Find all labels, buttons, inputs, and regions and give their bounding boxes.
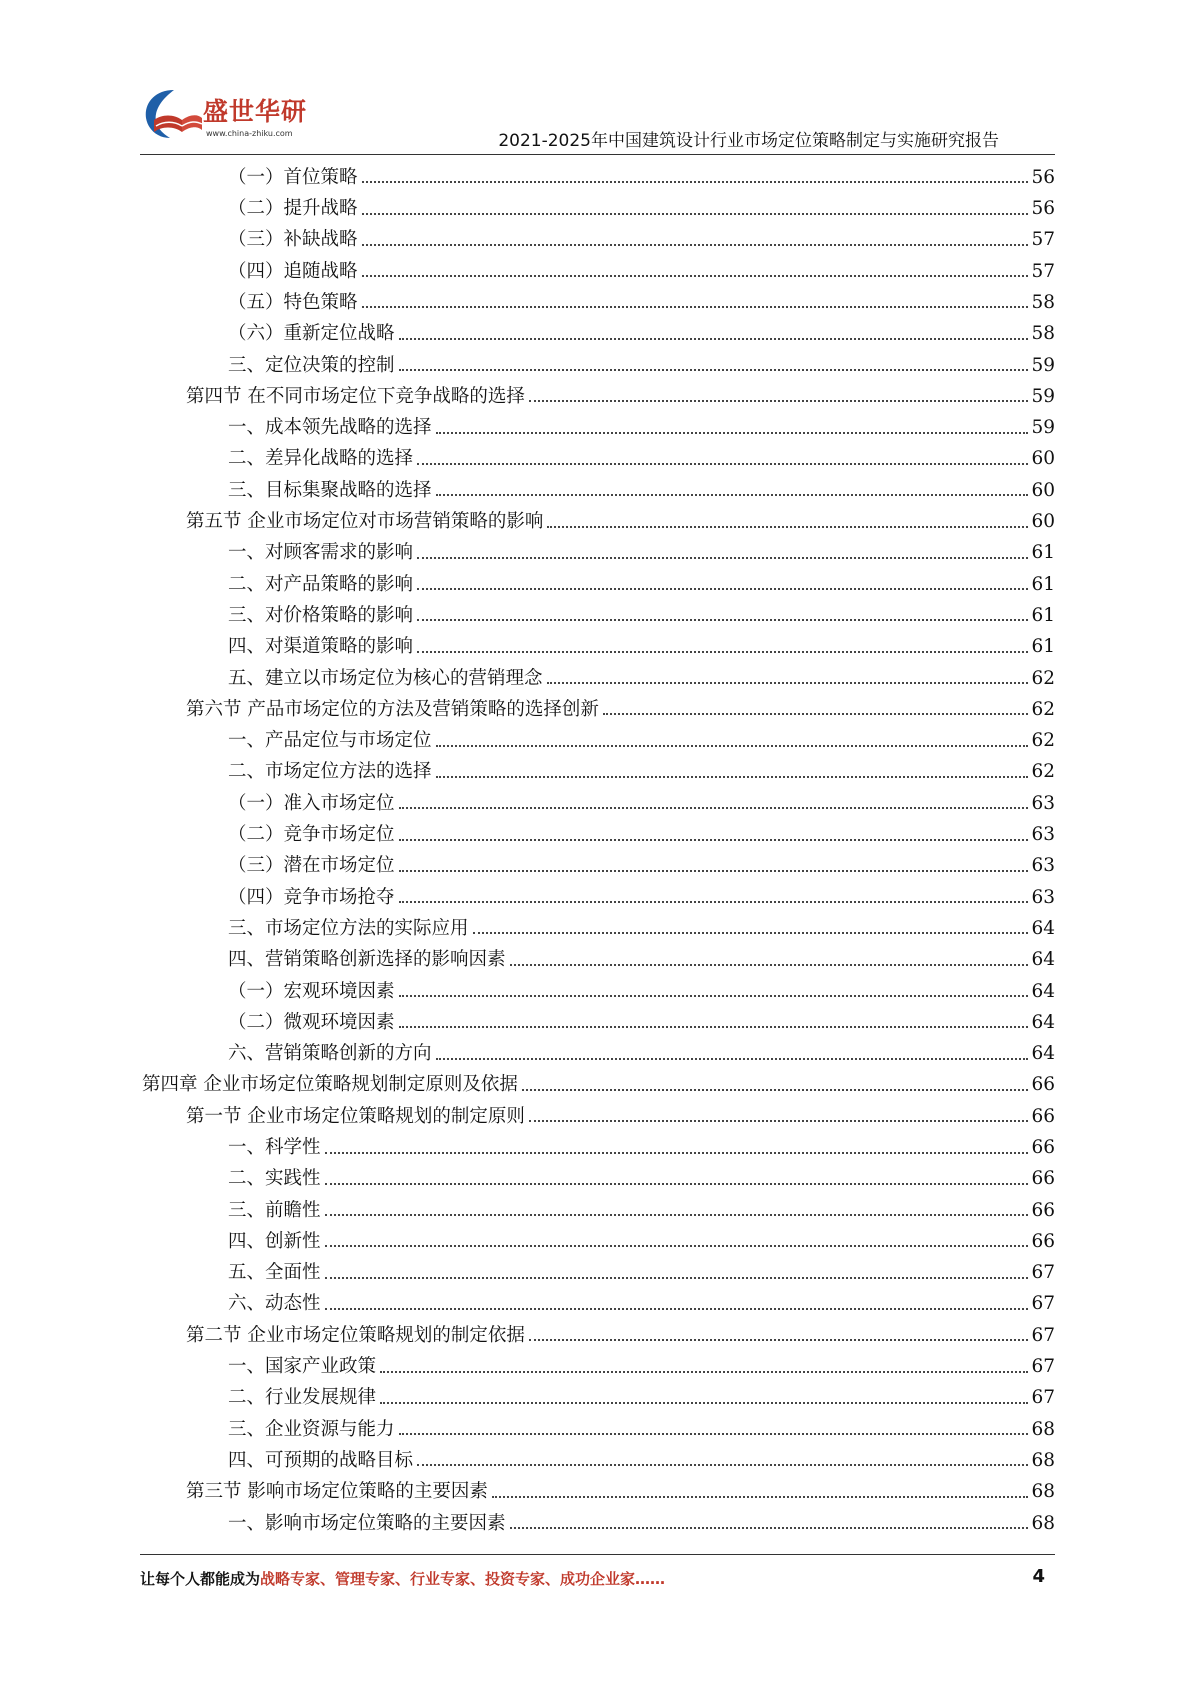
toc-entry[interactable] xyxy=(140,817,1055,848)
toc-entry-page: 59 xyxy=(1031,354,1055,376)
toc-entry-label: （四）竞争市场抢夺 xyxy=(228,886,395,908)
toc-entry[interactable] xyxy=(140,598,1055,629)
toc-entry-page: 67 xyxy=(1031,1324,1055,1346)
toc-entry[interactable] xyxy=(140,786,1055,817)
company-logo xyxy=(140,84,310,144)
toc-leader-dots xyxy=(510,964,1029,966)
toc-entry-page: 66 xyxy=(1031,1168,1055,1190)
toc-entry[interactable] xyxy=(140,410,1055,441)
page-number: 4 xyxy=(1032,1566,1045,1587)
toc-entry[interactable] xyxy=(140,1474,1055,1505)
toc-entry-label: （五）特色策略 xyxy=(228,291,358,313)
toc-entry-label: 第四章 企业市场定位策略规划制定原则及依据 xyxy=(142,1074,518,1096)
toc-leader-dots xyxy=(325,1245,1029,1247)
toc-entry[interactable] xyxy=(140,316,1055,347)
toc-leader-dots xyxy=(436,776,1029,778)
toc-entry[interactable] xyxy=(140,1224,1055,1255)
toc-entry-page: 58 xyxy=(1031,291,1055,313)
toc-entry-page: 61 xyxy=(1031,573,1055,595)
toc-entry-label: 三、市场定位方法的实际应用 xyxy=(228,917,469,939)
toc-entry-label: 一、对顾客需求的影响 xyxy=(228,542,414,564)
toc-leader-dots xyxy=(380,1402,1028,1404)
toc-entry-page: 56 xyxy=(1031,166,1055,188)
toc-leader-dots xyxy=(547,682,1029,684)
toc-entry-page: 57 xyxy=(1031,229,1055,251)
toc-leader-dots xyxy=(399,807,1029,809)
toc-leader-dots xyxy=(380,1371,1028,1373)
logo-url: www.china-zhiku.com xyxy=(206,129,293,138)
page-header xyxy=(140,80,1055,156)
footer-divider xyxy=(140,1554,1055,1555)
toc-entry-page: 61 xyxy=(1031,636,1055,658)
toc-entry-label: 第二节 企业市场定位策略规划的制定依据 xyxy=(186,1324,525,1346)
toc-leader-dots xyxy=(325,1308,1029,1310)
toc-entry[interactable] xyxy=(140,1005,1055,1036)
toc-entry-label: 六、营销策略创新的方向 xyxy=(228,1043,432,1065)
logo-text: 盛世华研 xyxy=(203,97,308,126)
toc-entry[interactable] xyxy=(140,567,1055,598)
toc-leader-dots xyxy=(436,1058,1029,1060)
toc-entry-page: 63 xyxy=(1031,886,1055,908)
toc-entry[interactable] xyxy=(140,755,1055,786)
toc-leader-dots xyxy=(399,369,1029,371)
toc-entry-page: 63 xyxy=(1031,855,1055,877)
toc-entry[interactable] xyxy=(140,942,1055,973)
toc-leader-dots xyxy=(547,526,1028,528)
toc-entry[interactable] xyxy=(140,348,1055,379)
toc-entry[interactable] xyxy=(140,1130,1055,1161)
toc-entry-label: 四、营销策略创新选择的影响因素 xyxy=(228,949,506,971)
toc-entry[interactable] xyxy=(140,1412,1055,1443)
toc-entry[interactable] xyxy=(140,692,1055,723)
toc-entry-page: 62 xyxy=(1031,667,1055,689)
toc-entry-label: 第一节 企业市场定位策略规划的制定原则 xyxy=(186,1105,525,1127)
toc-entry-page: 62 xyxy=(1031,730,1055,752)
toc-entry-page: 67 xyxy=(1031,1262,1055,1284)
toc-leader-dots xyxy=(529,1339,1029,1341)
toc-leader-dots xyxy=(417,651,1028,653)
toc-entry-label: （三）补缺战略 xyxy=(228,229,358,251)
toc-leader-dots xyxy=(399,901,1029,903)
toc-leader-dots xyxy=(399,1026,1029,1028)
toc-entry[interactable] xyxy=(140,379,1055,410)
toc-entry-label: 五、建立以市场定位为核心的营销理念 xyxy=(228,667,543,689)
toc-entry[interactable] xyxy=(140,1349,1055,1380)
toc-leader-dots xyxy=(603,713,1029,715)
toc-entry-label: （二）提升战略 xyxy=(228,198,358,220)
toc-entry-label: 三、定位决策的控制 xyxy=(228,354,395,376)
toc-leader-dots xyxy=(473,932,1029,934)
toc-entry-label: （六）重新定位战略 xyxy=(228,323,395,345)
toc-entry-page: 66 xyxy=(1031,1105,1055,1127)
toc-entry[interactable] xyxy=(140,1162,1055,1193)
toc-entry-label: 第六节 产品市场定位的方法及营销策略的选择创新 xyxy=(186,698,599,720)
toc-entry[interactable] xyxy=(140,1036,1055,1067)
toc-entry-page: 64 xyxy=(1031,1011,1055,1033)
toc-entry-page: 60 xyxy=(1031,448,1055,470)
toc-entry-page: 66 xyxy=(1031,1199,1055,1221)
page-footer xyxy=(140,1568,1055,1598)
toc-entry-page: 66 xyxy=(1031,1137,1055,1158)
toc-entry[interactable] xyxy=(140,160,1055,191)
toc-leader-dots xyxy=(417,619,1028,621)
toc-entry-page: 68 xyxy=(1031,1512,1055,1534)
toc-leader-dots xyxy=(417,1464,1028,1466)
toc-entry-label: 第三节 影响市场定位策略的主要因素 xyxy=(186,1481,488,1503)
toc-leader-dots xyxy=(362,275,1029,277)
toc-entry[interactable] xyxy=(140,191,1055,222)
toc-leader-dots xyxy=(436,745,1029,747)
toc-entry[interactable] xyxy=(140,974,1055,1005)
toc-entry[interactable] xyxy=(140,473,1055,504)
toc-entry-label: 三、前瞻性 xyxy=(228,1199,321,1221)
toc-leader-dots xyxy=(399,839,1029,841)
toc-entry-label: 二、行业发展规律 xyxy=(228,1387,377,1409)
toc-entry-label: （一）宏观环境因素 xyxy=(228,980,395,1002)
toc-leader-dots xyxy=(325,1277,1029,1279)
toc-entry-label: 三、对价格策略的影响 xyxy=(228,604,414,626)
toc-entry-page: 58 xyxy=(1031,323,1055,345)
toc-entry-label: 一、成本领先战略的选择 xyxy=(228,417,432,439)
header-divider xyxy=(140,154,1055,155)
toc-leader-dots xyxy=(325,1152,1029,1154)
toc-entry[interactable] xyxy=(140,442,1055,473)
toc-entry[interactable] xyxy=(140,1381,1055,1412)
toc-entry-page: 64 xyxy=(1031,1043,1055,1065)
toc-entry[interactable] xyxy=(140,723,1055,754)
toc-entry[interactable] xyxy=(140,629,1055,660)
toc-entry[interactable] xyxy=(140,285,1055,316)
toc-leader-dots xyxy=(399,1433,1029,1435)
toc-entry-label: （二）微观环境因素 xyxy=(228,1011,395,1033)
toc-leader-dots xyxy=(399,870,1029,872)
toc-entry-label: 第四节 在不同市场定位下竞争战略的选择 xyxy=(186,385,525,407)
toc-entry-label: 四、对渠道策略的影响 xyxy=(228,636,414,658)
toc-entry-page: 61 xyxy=(1031,542,1055,564)
toc-leader-dots xyxy=(399,338,1029,340)
toc-entry-label: 三、目标集聚战略的选择 xyxy=(228,479,432,501)
toc-entry-page: 59 xyxy=(1031,417,1055,439)
toc-entry-page: 59 xyxy=(1031,385,1055,407)
toc-leader-dots xyxy=(417,463,1028,465)
toc-entry-label: 四、可预期的战略目标 xyxy=(228,1449,414,1471)
toc-entry-page: 63 xyxy=(1031,824,1055,846)
toc-entry-label: 三、企业资源与能力 xyxy=(228,1418,395,1440)
toc-entry-page: 66 xyxy=(1031,1074,1055,1096)
toc-entry[interactable] xyxy=(140,880,1055,911)
toc-entry-label: 二、对产品策略的影响 xyxy=(228,573,414,595)
logo-emblem-icon xyxy=(140,84,204,144)
toc-leader-dots xyxy=(436,494,1029,496)
toc-leader-dots xyxy=(522,1089,1029,1091)
slogan-accent: 战略专家、管理专家、行业专家、投资专家、成功企业家…… xyxy=(260,1570,666,1588)
toc-entry[interactable] xyxy=(140,849,1055,880)
toc-leader-dots xyxy=(529,1120,1029,1122)
toc-entry-page: 67 xyxy=(1031,1387,1055,1409)
toc-leader-dots xyxy=(399,995,1029,997)
toc-leader-dots xyxy=(325,1183,1029,1185)
toc-entry-label: 四、创新性 xyxy=(228,1230,321,1252)
toc-entry-page: 66 xyxy=(1031,1230,1055,1252)
toc-entry[interactable] xyxy=(140,1099,1055,1130)
toc-leader-dots xyxy=(510,1527,1029,1529)
toc-leader-dots xyxy=(362,306,1029,308)
toc-entry-page: 61 xyxy=(1031,604,1055,626)
toc-entry[interactable] xyxy=(140,1443,1055,1474)
toc-entry-page: 64 xyxy=(1031,917,1055,939)
toc-entry-label: （一）首位策略 xyxy=(228,166,358,188)
toc-entry-page: 62 xyxy=(1031,761,1055,783)
toc-entry-label: （三）潜在市场定位 xyxy=(228,855,395,877)
toc-entry[interactable] xyxy=(140,1193,1055,1224)
footer-slogan xyxy=(140,1568,665,1589)
toc-entry-label: 二、实践性 xyxy=(228,1168,321,1190)
toc-entry-label: 一、产品定位与市场定位 xyxy=(228,730,432,752)
report-title: 2021-2025年中国建筑设计行业市场定位策略制定与实施研究报告 xyxy=(498,131,999,151)
toc-leader-dots xyxy=(436,432,1029,434)
toc-entry-page: 68 xyxy=(1031,1481,1055,1503)
toc-entry-label: 第五节 企业市场定位对市场营销策略的影响 xyxy=(186,511,544,533)
toc-entry[interactable] xyxy=(140,536,1055,567)
toc-entry-page: 62 xyxy=(1031,698,1055,720)
toc-leader-dots xyxy=(362,181,1029,183)
toc-entry[interactable] xyxy=(140,223,1055,254)
toc-entry-label: 一、国家产业政策 xyxy=(228,1356,377,1378)
toc-entry[interactable] xyxy=(140,911,1055,942)
table-of-contents xyxy=(140,160,1055,1537)
toc-leader-dots xyxy=(417,588,1028,590)
toc-entry-label: （四）追随战略 xyxy=(228,260,358,282)
toc-entry-page: 68 xyxy=(1031,1449,1055,1471)
toc-leader-dots xyxy=(325,1214,1029,1216)
toc-entry-page: 60 xyxy=(1031,511,1055,533)
toc-entry[interactable] xyxy=(140,504,1055,535)
toc-entry-page: 57 xyxy=(1031,260,1055,282)
toc-leader-dots xyxy=(417,557,1028,559)
toc-entry-page: 64 xyxy=(1031,949,1055,971)
toc-entry-label: 二、差异化战略的选择 xyxy=(228,448,414,470)
toc-entry-label: （一）准入市场定位 xyxy=(228,792,395,814)
toc-entry[interactable] xyxy=(140,1287,1055,1318)
toc-entry-label: 一、科学性 xyxy=(228,1137,321,1158)
toc-leader-dots xyxy=(492,1496,1029,1498)
toc-entry-page: 67 xyxy=(1031,1293,1055,1315)
toc-entry[interactable] xyxy=(140,1506,1055,1537)
toc-entry-label: 一、影响市场定位策略的主要因素 xyxy=(228,1512,506,1534)
toc-entry[interactable] xyxy=(140,1318,1055,1349)
toc-entry-page: 56 xyxy=(1031,198,1055,220)
toc-entry-label: 六、动态性 xyxy=(228,1293,321,1315)
toc-entry-label: 五、全面性 xyxy=(228,1262,321,1284)
toc-entry-page: 60 xyxy=(1031,479,1055,501)
toc-entry-page: 63 xyxy=(1031,792,1055,814)
toc-entry-page: 64 xyxy=(1031,980,1055,1002)
toc-entry[interactable] xyxy=(140,1068,1055,1099)
toc-entry-label: 二、市场定位方法的选择 xyxy=(228,761,432,783)
toc-entry[interactable] xyxy=(140,254,1055,285)
toc-entry-page: 68 xyxy=(1031,1418,1055,1440)
slogan-prefix: 让每个人都能成为 xyxy=(140,1570,261,1588)
toc-entry-page: 67 xyxy=(1031,1356,1055,1378)
toc-leader-dots xyxy=(362,244,1029,246)
toc-entry[interactable] xyxy=(140,1255,1055,1286)
toc-leader-dots xyxy=(529,400,1029,402)
toc-entry-label: （二）竞争市场定位 xyxy=(228,824,395,846)
toc-entry[interactable] xyxy=(140,661,1055,692)
toc-leader-dots xyxy=(362,213,1029,215)
